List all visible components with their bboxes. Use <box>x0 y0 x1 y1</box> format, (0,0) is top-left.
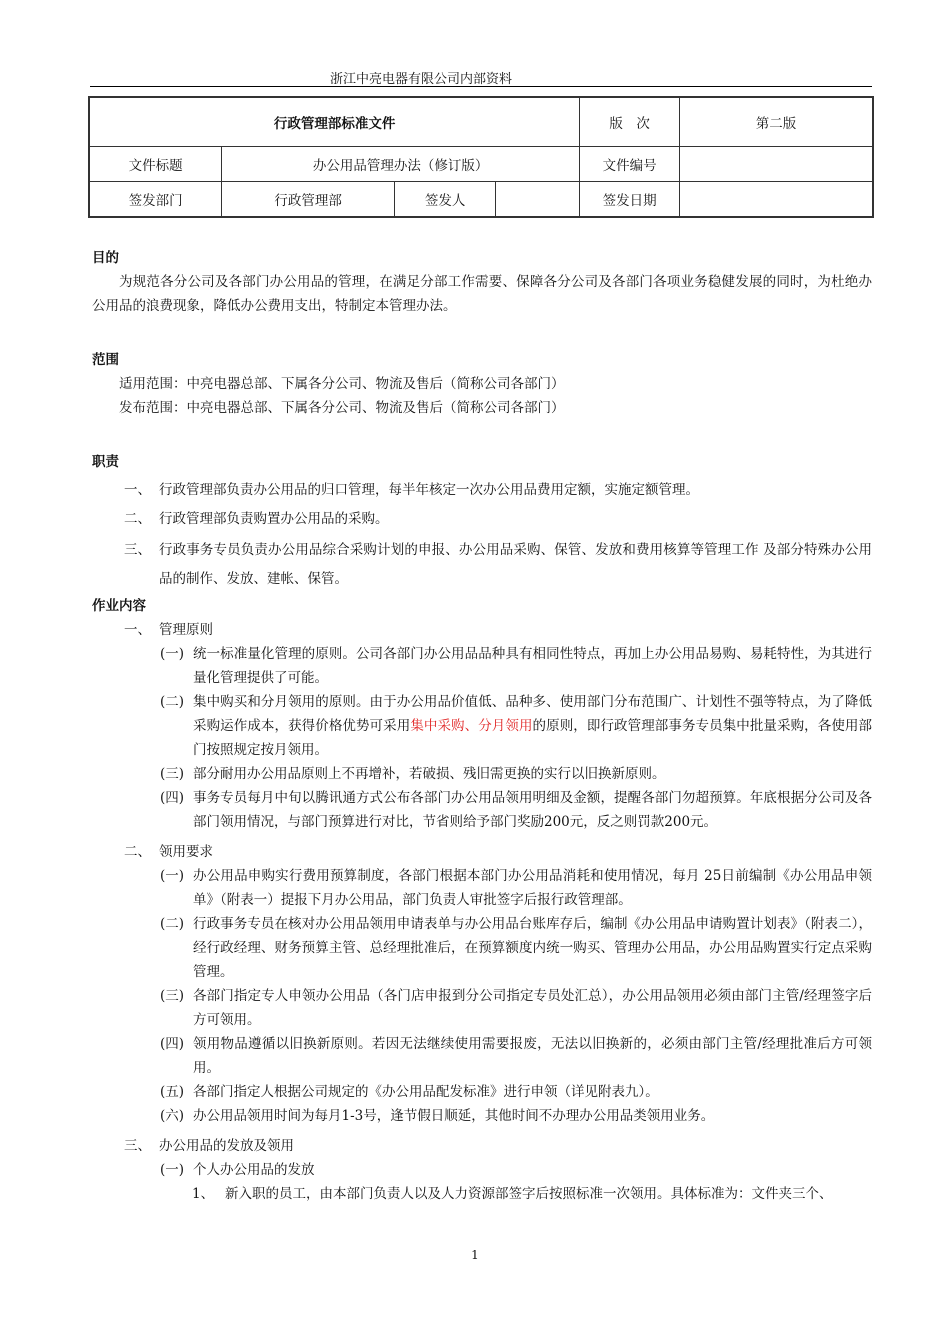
rule-item <box>92 762 872 786</box>
rule-num: (三) <box>160 766 185 782</box>
rule-text-part: 集中购买和分月领用的原则。由于办公用品价值低、品种多、使用部门分布范围广、计划性不强等特点，为了降低采购运作成本，获得价格优势可采用 <box>193 694 872 734</box>
section-text: 办公用品的发放及领用 <box>159 1138 294 1154</box>
duties-heading: 职责 <box>92 454 119 470</box>
rule-text: 领用物品遵循以旧换新原则。若因无法继续使用需要报废，无法以旧换新的，必须由部门主管/经理批准后方可领用。 <box>193 1036 872 1076</box>
rule-item <box>92 1080 872 1104</box>
section-num: 二、 <box>124 844 151 860</box>
rule-num: (一) <box>160 868 185 884</box>
duty-text: 行政事务专员负责办公用品综合采购计划的申报、办公用品采购、保管、发放和费用核算等管理工作 及部分特殊办公用品的制作、发放、建帐、保管。 <box>159 542 872 587</box>
duty-item <box>92 507 872 531</box>
scope-apply: 适用范围：中亮电器总部、下属各分公司、物流及售后（简称公司各部门） <box>119 376 565 392</box>
rule-item <box>92 864 872 912</box>
section-title <box>92 840 872 864</box>
issuer-value <box>496 182 580 216</box>
issuer-label: 签发人 <box>395 182 496 216</box>
dept-label: 签发部门 <box>89 182 222 218</box>
rule-text: 统一标准量化管理的原则。公司各部门办公用品品种具有相同性特点，再加上办公用品易购、易耗特性，为其进行量化管理提供了可能。 <box>193 646 872 686</box>
rule-text: 各部门指定人根据公司规定的《办公用品配发标准》进行申领（详见附表九）。 <box>193 1084 659 1100</box>
point-item <box>92 1182 872 1206</box>
rule-item <box>92 786 872 834</box>
version-label: 版 次 <box>580 97 680 147</box>
title-value: 办公用品管理办法（修订版） <box>222 147 580 182</box>
rule-num: (一) <box>160 1162 185 1178</box>
rule-text: 行政事务专员在核对办公用品领用申请表单与办公用品台账库存后，编制《办公用品申请购置计划表》（附表二），经行政经理、财务预算主管、总经理批准后，在预算额度内统一购买、管理办公用品，办公用品购置实行定点采购管理。 <box>193 916 872 980</box>
scope-publish: 发布范围：中亮电器总部、下属各分公司、物流及售后（简称公司各部门） <box>119 400 565 416</box>
section-title <box>92 618 872 642</box>
rule-text: 个人办公用品的发放 <box>193 1162 315 1178</box>
doc-type-title: 行政管理部标准文件 <box>89 97 580 147</box>
point-text: 新入职的员工，由本部门负责人以及人力资源部签字后按照标准一次领用。具体标准为：文件夹三个、 <box>225 1186 833 1202</box>
rule-item <box>92 984 872 1032</box>
rule-item <box>92 690 872 762</box>
rule-item <box>92 1104 872 1128</box>
document-meta-table <box>88 96 874 218</box>
purpose-text: 为规范各分公司及各部门办公用品的管理，在满足分部工作需要、保障各分公司及各部门各项业务稳健发展的同时，为杜绝办公用品的浪费现象，降低办公费用支出，特制定本管理办法。 <box>92 274 872 314</box>
rule-num: (一) <box>160 646 185 662</box>
duty-num: 三、 <box>124 542 151 558</box>
rule-text: 办公用品申购实行费用预算制度，各部门根据本部门办公用品消耗和使用情况，每月 25日前编制《办公用品申领单》（附表一）提报下月办公用品，部门负责人审批签字后报行政管理部。 <box>193 868 872 908</box>
rule-num: (三) <box>160 988 185 1004</box>
date-label: 签发日期 <box>580 182 680 218</box>
number-value <box>679 147 873 182</box>
dept-value: 行政管理部 <box>222 182 395 216</box>
rule-item <box>92 1032 872 1080</box>
rule-text: 事务专员每月中旬以腾讯通方式公布各部门办公用品领用明细及金额，提醒各部门勿超预算。年底根据分公司及各部门领用情况，与部门预算进行对比，节省则给予部门奖励200元，反之则罚款200元。 <box>193 790 872 830</box>
section-num: 一、 <box>124 622 151 638</box>
duty-num: 二、 <box>124 511 151 527</box>
rule-text-part: 的原则，即行政管理部事务专员集中批量采购，各使用部门按照规定按月领用。 <box>193 718 873 758</box>
duty-item <box>92 536 872 594</box>
scope-heading: 范围 <box>92 352 119 368</box>
section-num: 三、 <box>124 1138 151 1154</box>
rule-text: 部分耐用办公用品原则上不再增补，若破损、残旧需更换的实行以旧换新原则。 <box>193 766 666 782</box>
rule-item <box>92 912 872 984</box>
work-heading: 作业内容 <box>92 598 146 614</box>
rule-text: 各部门指定专人申领办公用品（各门店申报到分公司指定专员处汇总），办公用品领用必须由部门主管/经理签字后方可领用。 <box>193 988 872 1028</box>
rule-text: 办公用品领用时间为每月1-3号，逢节假日顺延，其他时间不办理办公用品类领用业务。 <box>193 1108 715 1124</box>
rule-num: (二) <box>160 916 185 932</box>
rule-num: (四) <box>160 1036 185 1052</box>
duty-item <box>92 478 872 502</box>
sub-section-title <box>92 1158 872 1182</box>
rule-num: (二) <box>160 694 185 710</box>
section-text: 管理原则 <box>159 622 213 638</box>
rule-num: (四) <box>160 790 185 806</box>
duty-text: 行政管理部负责购置办公用品的采购。 <box>159 511 389 527</box>
duty-num: 一、 <box>124 482 151 498</box>
rule-text <box>193 690 872 762</box>
rule-num: (六) <box>160 1108 185 1124</box>
document-body <box>92 246 872 1206</box>
section-text: 领用要求 <box>159 844 213 860</box>
purpose-heading: 目的 <box>92 250 119 266</box>
highlight-text: 集中采购、分月领用 <box>410 718 533 734</box>
title-label: 文件标题 <box>89 147 222 182</box>
date-value <box>679 182 873 218</box>
header-rule <box>90 86 872 87</box>
number-label: 文件编号 <box>580 147 680 182</box>
section-title <box>92 1134 872 1158</box>
version-value: 第二版 <box>679 97 873 147</box>
point-num: 1、 <box>192 1186 215 1202</box>
duty-text: 行政管理部负责办公用品的归口管理，每半年核定一次办公用品费用定额，实施定额管理。 <box>159 482 699 498</box>
rule-num: (五) <box>160 1084 185 1100</box>
company-header: 浙江中亮电器有限公司内部资料 <box>330 72 513 87</box>
page-number: 1 <box>471 1248 479 1262</box>
rule-item <box>92 642 872 690</box>
